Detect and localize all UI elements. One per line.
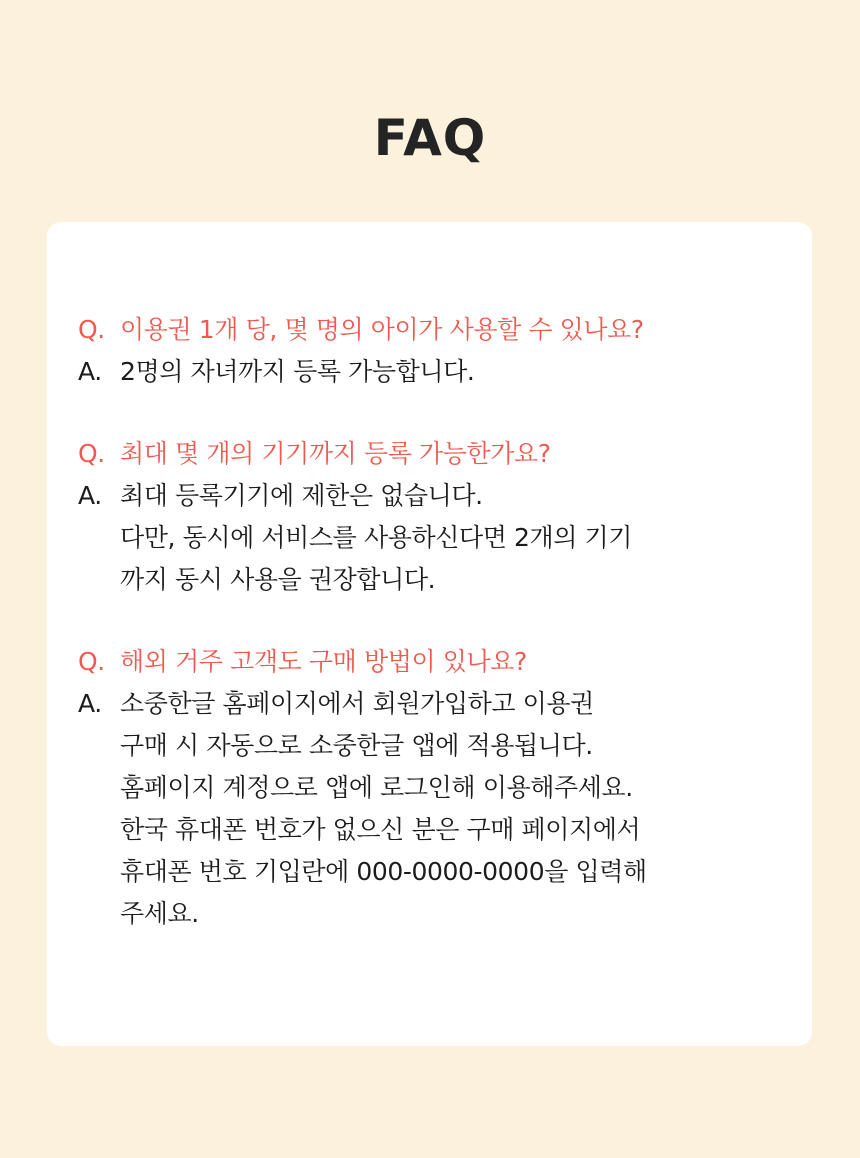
faq-item <box>78 433 812 601</box>
faq-answer <box>78 683 812 935</box>
answer-prefix: A. <box>78 357 102 386</box>
question-text: 해외 거주 고객도 구매 방법이 있나요? <box>120 647 527 676</box>
faq-item <box>78 309 812 393</box>
answer-line: 주세요. <box>120 899 199 928</box>
page-title: FAQ <box>373 109 487 167</box>
faq-question <box>78 309 812 351</box>
answer-line: 휴대폰 번호 기입란에 000-0000-0000을 입력해 <box>120 857 647 886</box>
question-prefix: Q. <box>78 315 105 344</box>
question-prefix: Q. <box>78 647 105 676</box>
faq-card <box>47 222 812 1046</box>
answer-line: 다만, 동시에 서비스를 사용하신다면 2개의 기기 <box>120 523 633 552</box>
answer-prefix: A. <box>78 481 102 510</box>
question-text: 이용권 1개 당, 몇 명의 아이가 사용할 수 있나요? <box>120 315 644 344</box>
answer-line: 구매 시 자동으로 소중한글 앱에 적용됩니다. <box>120 731 593 760</box>
question-prefix: Q. <box>78 439 105 468</box>
answer-line: 까지 동시 사용을 권장합니다. <box>120 565 436 594</box>
answer-prefix: A. <box>78 689 102 718</box>
answer-line: 최대 등록기기에 제한은 없습니다. <box>120 481 483 510</box>
answer-line: 2명의 자녀까지 등록 가능합니다. <box>120 357 475 386</box>
answer-line: 소중한글 홈페이지에서 회원가입하고 이용권 <box>120 689 594 718</box>
answer-line: 홈페이지 계정으로 앱에 로그인해 이용해주세요. <box>120 773 633 802</box>
faq-question <box>78 433 812 475</box>
answer-line: 한국 휴대폰 번호가 없으신 분은 구매 페이지에서 <box>120 815 641 844</box>
faq-answer <box>78 351 812 393</box>
faq-item <box>78 641 812 935</box>
faq-answer <box>78 475 812 601</box>
question-text: 최대 몇 개의 기기까지 등록 가능한가요? <box>120 439 551 468</box>
faq-question <box>78 641 812 683</box>
